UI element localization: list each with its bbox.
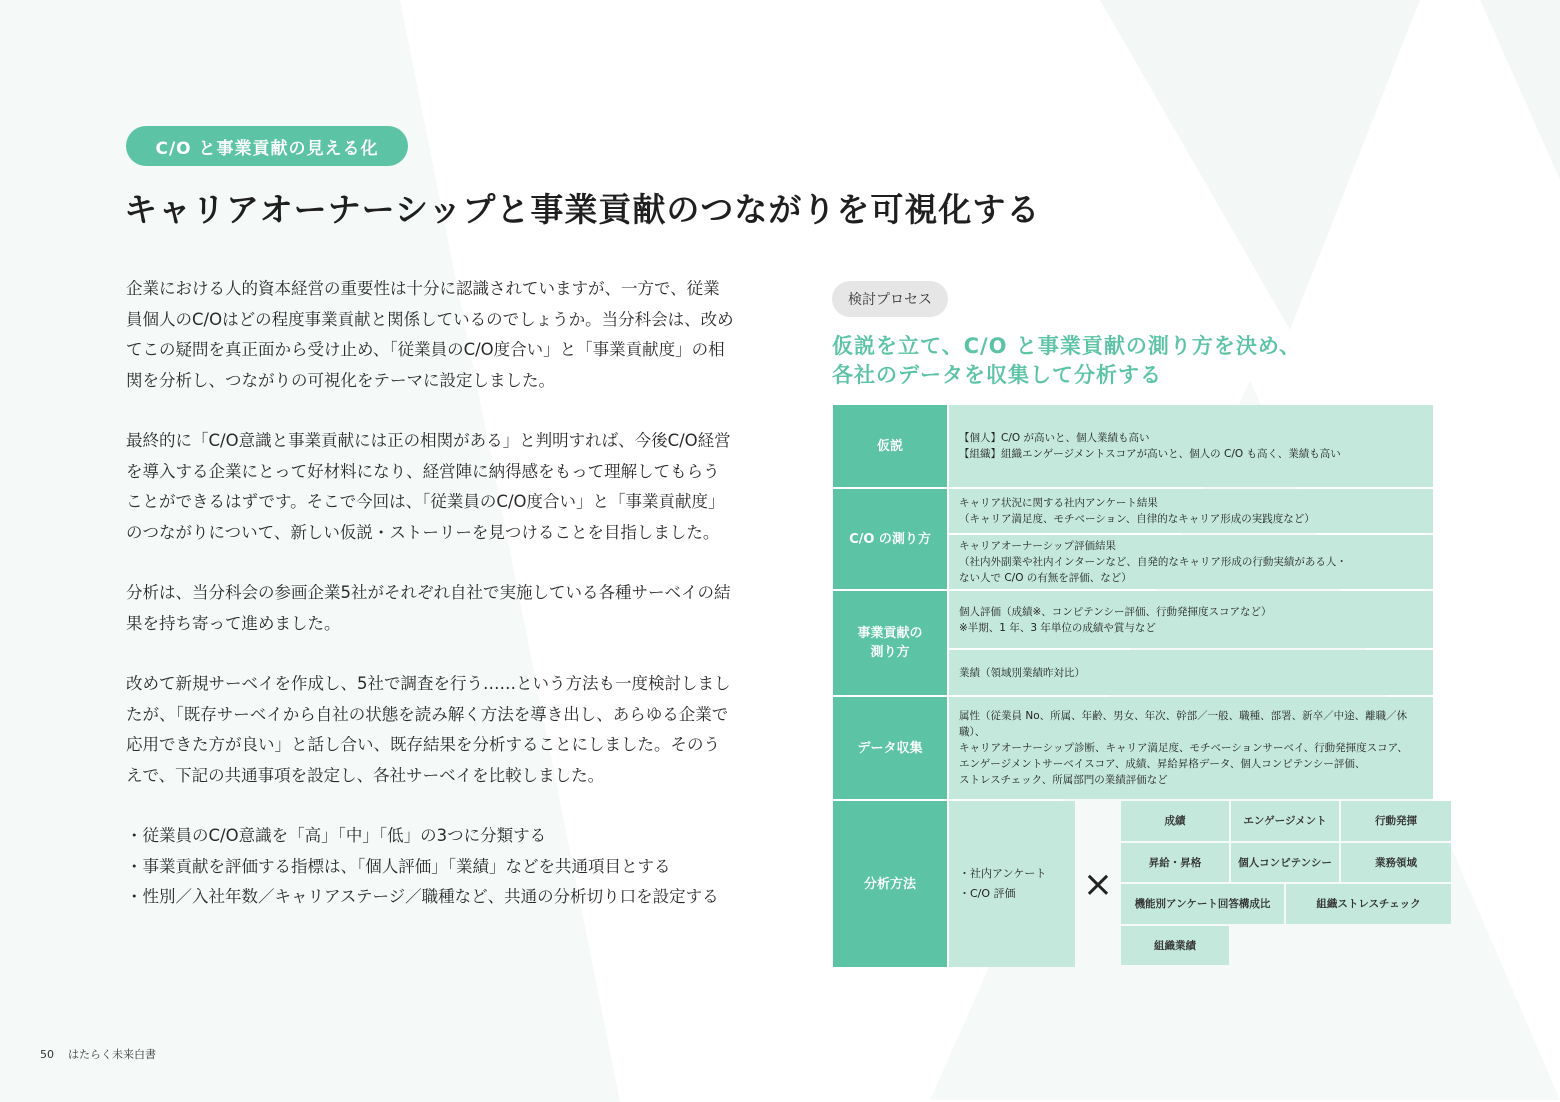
hypothesis-cell (949, 405, 1433, 487)
process-table (833, 405, 1433, 969)
factor-cell: 機能別アンケート回答構成比 (1121, 884, 1284, 924)
page-footer (40, 1046, 156, 1062)
bullet-item: ・従業員のC/O意識を「高」「中」「低」の3つに分類する (126, 826, 547, 845)
row-business-measure (833, 591, 1433, 695)
row-label-method: 分析方法 (833, 801, 947, 967)
page-number: 50 (40, 1048, 54, 1061)
row-data-collection (833, 697, 1433, 799)
row-label-hypothesis: 仮説 (833, 405, 947, 487)
bullet-item: ・事業貢献を評価する指標は、「個人評価」「業績」などを共通項目とする (126, 856, 671, 876)
body-text (126, 274, 736, 913)
bullet-list (126, 821, 736, 913)
paragraph-4: 改めて新規サーベイを作成し、5社で調査を行う……という方法も一度検討しましたが、「既存サーベイから自社の状態を読み解く方法を導き出し、あらゆる企業で応用できた方が良い」と話し合い、既存結果を分析することにしました。そのうえで、下記の共通事項を設定し、各社サーベイを比較しました。 (126, 674, 731, 785)
cell-line: （キャリア満足度、モチベーション、自律的なキャリア形成の実践度など） (959, 513, 1315, 525)
process-label: 検討プロセス (832, 281, 948, 317)
co-measure-cell-1 (949, 489, 1433, 533)
factor-cell: 行動発揮 (1341, 801, 1451, 841)
data-collection-cell (949, 697, 1433, 799)
multiply-icon: × (1082, 863, 1114, 905)
cell-line: ない人で C/O の有無を評価、など） (959, 572, 1132, 584)
row-hypothesis (833, 405, 1433, 487)
process-heading (832, 332, 1432, 390)
cell-line: ※半期、1 年、3 年単位の成績や賞与など (959, 621, 1156, 634)
method-sources (949, 801, 1075, 967)
factor-cell: 個人コンピテンシー (1231, 843, 1339, 883)
factor-cell: 成績 (1121, 801, 1229, 841)
cell-line: 属性（従業員 No、所属、年齢、男女、年次、幹部／一般、職種、部署、新卒／中途、離職／休職）、 (959, 710, 1408, 738)
cell-line: キャリアオーナーシップ評価結果 (959, 540, 1116, 552)
book-title: はたらく未来白書 (68, 1048, 156, 1061)
paragraph-1: 企業における人的資本経営の重要性は十分に認識されていますが、一方で、従業員個人のC/Oはどの程度事業貢献と関係しているのでしょうか。当分科会は、改めてこの疑問を真正面から受け止め、「従業員のC/O度合い」と「事業貢献度」の相関を分析し、つながりの可視化をテーマに設定しました。 (126, 279, 734, 390)
cell-line: （社内外副業や社内インターンなど、自発的なキャリア形成の行動実績がある人・ (959, 556, 1347, 568)
row-label-business-measure (833, 591, 947, 695)
factor-cell: 組織ストレスチェック (1286, 884, 1451, 924)
cell-line: 個人評価（成績※、コンピテンシー評価、行動発揮度スコアなど） (959, 605, 1272, 618)
business-measure-cell-1 (949, 591, 1433, 648)
row-label-data-collection: データ収集 (833, 697, 947, 799)
cell-line: キャリアオーナーシップ診断、キャリア満足度、モチベーションサーベイ、行動発揮度スコア、 (959, 742, 1408, 754)
factor-cell: エンゲージメント (1231, 801, 1339, 841)
bullet-item: ・性別／入社年数／キャリアステージ／職種など、共通の分析切り口を設定する (126, 887, 719, 906)
cell-line: 【組織】組織エンゲージメントスコアが高いと、個人の C/O も高く、業績も高い (959, 448, 1341, 460)
factor-cell: 組織業績 (1121, 926, 1229, 966)
paragraph-3: 分析は、当分科会の参画企業5社がそれぞれ自社で実施している各種サーベイの結果を持ち寄って進めました。 (126, 583, 731, 633)
process-heading-line: 各社のデータを収集して分析する (832, 363, 1162, 387)
method-source-item: ・C/O 評価 (959, 887, 1016, 900)
factor-cell: 昇給・昇格 (1121, 843, 1229, 883)
page-title: キャリアオーナーシップと事業貢献のつながりを可視化する (124, 190, 1041, 229)
paragraph-2: 最終的に「C/O意識と事業貢献には正の相関がある」と判明すれば、今後C/O経営を導入する企業にとって好材料になり、経営陣に納得感をもって理解してもらうことができるはずです。そこで今回は、「従業員のC/O度合い」と「事業貢献度」のつながりについて、新しい仮説・ストーリーを見つけることを目指しました。 (126, 431, 731, 542)
factor-cell: 業務領域 (1341, 843, 1451, 883)
cell-line: 業績（領域別業績昨対比） (959, 666, 1085, 679)
co-measure-cell-2 (949, 535, 1433, 589)
cell-line: 【個人】C/O が高いと、個人業績も高い (959, 432, 1150, 444)
method-source-item: ・社内アンケート (959, 867, 1047, 880)
row-co-measure (833, 489, 1433, 589)
label-line: 事業貢献の (857, 626, 923, 641)
row-label-co-measure: C/O の測り方 (833, 489, 947, 589)
process-heading-line: 仮説を立て、C/O と事業貢献の測り方を決め、 (832, 334, 1301, 358)
method-factor-grid (1121, 801, 1451, 967)
section-tag: C/O と事業貢献の見える化 (126, 126, 408, 166)
business-measure-cell-2 (949, 650, 1433, 695)
row-method (833, 801, 1433, 967)
cell-line: ストレスチェック、所属部門の業績評価など (959, 774, 1168, 786)
cell-line: キャリア状況に関する社内アンケート結果 (959, 497, 1158, 509)
cell-line: エンゲージメントサーベイスコア、成績、昇給昇格データ、個人コンピテンシー評価、 (959, 758, 1366, 770)
label-line: 測り方 (870, 645, 910, 660)
